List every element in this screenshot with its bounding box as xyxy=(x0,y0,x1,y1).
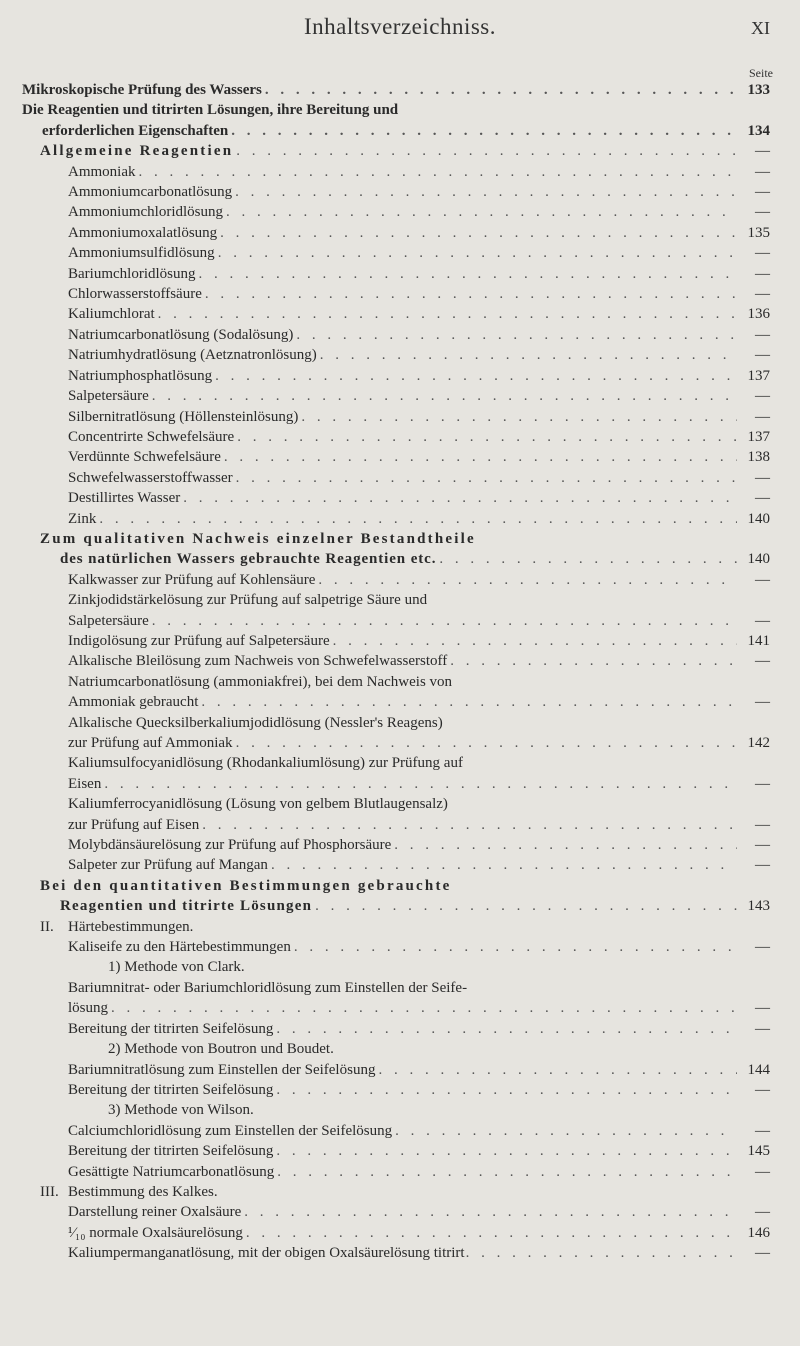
toc-entry: Ammoniumchloridlösung . . . — xyxy=(22,202,770,222)
toc-entry: Molybdänsäurelösung zur Prüfung auf Phosphorsäure . . . — xyxy=(22,835,770,855)
toc-entry: Kaliumsulfocyanidlösung (Rhodankaliumlösung) zur Prüfung auf Eisen . . . — xyxy=(22,753,770,794)
page-ref: — xyxy=(755,816,770,833)
page-ref: — xyxy=(755,653,770,670)
toc-entry: Indigolösung zur Prüfung auf Salpetersäure . . . 141 xyxy=(22,631,770,651)
toc-subheading: 3) Methode von Wilson. xyxy=(108,1102,254,1119)
page-ref: 140 xyxy=(747,510,770,527)
page-ref: — xyxy=(755,347,770,364)
page-ref: — xyxy=(755,1245,770,1262)
page-ref: — xyxy=(755,388,770,405)
toc-entry: Concentrirte Schwefelsäure . . . 137 xyxy=(22,427,770,447)
page-ref: 138 xyxy=(747,449,770,466)
toc-entry: Ammoniak . . . — xyxy=(22,162,770,182)
page-ref: 133 xyxy=(747,82,770,98)
toc-entry: Zinkjodidstärkelösung zur Prüfung auf salpetrige Säure und Salpetersäure . . . — xyxy=(22,590,770,631)
page-ref: — xyxy=(755,939,770,956)
page-ref: 145 xyxy=(747,1143,770,1160)
page-ref: 140 xyxy=(747,551,770,568)
page-ref: — xyxy=(755,326,770,343)
toc-entry: Bereitung der titrirten Seifelösung . . . 145 xyxy=(22,1141,770,1161)
toc-entry: Kaliumferrocyanidlösung (Lösung von gelbem Blutlaugensalz) zur Prüfung auf Eisen . . . — xyxy=(22,794,770,835)
page-ref: 143 xyxy=(747,898,770,915)
page-ref: — xyxy=(755,857,770,874)
toc-entry: Natriumphosphatlösung . . . 137 xyxy=(22,366,770,386)
toc-entry: ¹⁄₁₀ normale Oxalsäurelösung . . . 146 xyxy=(22,1223,770,1243)
toc-entry: Bariumnitratlösung zum Einstellen der Seifelösung . . . 144 xyxy=(22,1060,770,1080)
toc-entry: Kalkwasser zur Prüfung auf Kohlensäure . . . — xyxy=(22,570,770,590)
page-ref: 141 xyxy=(747,632,770,649)
page-ref: — xyxy=(755,490,770,507)
table-of-contents xyxy=(22,80,770,1264)
page-ref: — xyxy=(755,775,770,792)
toc-entry: Silbernitratlösung (Höllensteinlösung) . . . — xyxy=(22,407,770,427)
toc-entry: Schwefelwasserstoffwasser . . . — xyxy=(22,468,770,488)
toc-entry: Natriumcarbonatlösung (ammoniakfrei), bei dem Nachweis von Ammoniak gebraucht . . . — xyxy=(22,672,770,713)
page-ref: 144 xyxy=(747,1061,770,1078)
toc-entry: Natriumcarbonatlösung (Sodalösung) . . . — xyxy=(22,325,770,345)
page-number: XI xyxy=(751,18,770,38)
toc-entry: Verdünnte Schwefelsäure . . . 138 xyxy=(22,447,770,467)
toc-entry: Natriumhydratlösung (Aetznatronlösung) . . . — xyxy=(22,345,770,365)
page-ref: 137 xyxy=(747,367,770,384)
page-ref: — xyxy=(755,612,770,629)
toc-entry: Kaliumpermanganatlösung, mit der obigen Oxalsäurelösung titrirt . . . — xyxy=(22,1243,770,1263)
toc-entry: Calciumchloridlösung zum Einstellen der Seifelösung . . . — xyxy=(22,1121,770,1141)
toc-entry: Bereitung der titrirten Seifelösung . . . — xyxy=(22,1080,770,1100)
page-ref: — xyxy=(755,694,770,711)
page-ref: — xyxy=(755,1020,770,1037)
toc-entry: Darstellung reiner Oxalsäure . . . — xyxy=(22,1202,770,1222)
toc-entry: Ammoniumoxalatlösung . . . 135 xyxy=(22,223,770,243)
page-ref: — xyxy=(755,163,770,180)
page-ref: — xyxy=(755,286,770,303)
toc-entry: Alkalische Quecksilberkaliumjodidlösung (Nessler's Reagens) zur Prüfung auf Ammoniak . . . 142 xyxy=(22,713,770,754)
page-ref: 135 xyxy=(747,224,770,241)
toc-entry: Die Reagentien und titrirten Lösungen, ihre Bereitung und erforderlichen Eigenschaften . . . 134 xyxy=(22,100,770,141)
section-numeral: III. xyxy=(40,1183,59,1200)
toc-subheading: 2) Methode von Boutron und Boudet. xyxy=(108,1041,334,1058)
toc-entry: Kaliseife zu den Härtebestimmungen . . . — xyxy=(22,937,770,957)
toc-entry: Bereitung der titrirten Seifelösung . . . — xyxy=(22,1019,770,1039)
toc-entry: Bariumnitrat- oder Bariumchloridlösung zum Einstellen der Seife- lösung . . . — xyxy=(22,978,770,1019)
toc-entry: Destillirtes Wasser . . . — xyxy=(22,488,770,508)
page-ref: — xyxy=(755,469,770,486)
page-ref: — xyxy=(755,1122,770,1139)
page-ref: 142 xyxy=(747,735,770,751)
toc-entry: Ammoniumsulfidlösung . . . — xyxy=(22,243,770,263)
toc-entry: Salpetersäure . . . — xyxy=(22,386,770,406)
page-ref: — xyxy=(755,245,770,262)
page-ref: — xyxy=(755,408,770,425)
page-column-label: Seite xyxy=(749,66,773,80)
toc-entry: Bariumchloridlösung . . . — xyxy=(22,264,770,284)
toc-entry: Gesättigte Natriumcarbonatlösung . . . — xyxy=(22,1162,770,1182)
page-ref: 136 xyxy=(747,306,770,323)
toc-section: II. Härtebestimmungen. xyxy=(22,917,770,937)
toc-section: III. Bestimmung des Kalkes. xyxy=(22,1182,770,1202)
page-ref: — xyxy=(755,1163,770,1180)
toc-subheading: 1) Methode von Clark. xyxy=(108,959,245,976)
page-ref: — xyxy=(755,571,770,588)
toc-entry: Alkalische Bleilösung zum Nachweis von Schwefelwasserstoff . . . — xyxy=(22,651,770,671)
section-numeral: II. xyxy=(40,918,54,935)
page-ref: — xyxy=(755,265,770,282)
page-ref: — xyxy=(755,1081,770,1098)
toc-entry: Zum qualitativen Nachweis einzelner Bestandtheile des natürlichen Wassers gebrauchte Reagentien etc. . . . 140 xyxy=(22,529,770,570)
toc-entry: Zink . . . 140 xyxy=(22,509,770,529)
page-ref: — xyxy=(755,1204,770,1221)
page-ref: — xyxy=(755,184,770,201)
page-ref: 134 xyxy=(747,122,770,139)
running-title: Inhaltsverzeichniss. xyxy=(303,14,497,39)
toc-entry: Allgemeine Reagentien . . . — xyxy=(22,141,770,161)
toc-entry: Salpeter zur Prüfung auf Mangan . . . — xyxy=(22,855,770,875)
toc-entry: Ammoniumcarbonatlösung . . . — xyxy=(22,182,770,202)
toc-entry: Kaliumchlorat . . . 136 xyxy=(22,304,770,324)
page-ref: — xyxy=(755,204,770,221)
toc-entry: Chlorwasserstoffsäure . . . — xyxy=(22,284,770,304)
page-ref: — xyxy=(755,143,770,160)
page-ref: — xyxy=(755,1000,770,1017)
toc-entry: Mikroskopische Prüfung des Wassers . . . 133 xyxy=(22,80,770,100)
page-ref: — xyxy=(755,837,770,854)
page-ref: 137 xyxy=(747,428,770,445)
page-ref: 146 xyxy=(747,1224,770,1241)
toc-entry: Bei den quantitativen Bestimmungen gebrauchte Reagentien und titrirte Lösungen . . . 143 xyxy=(22,876,770,917)
